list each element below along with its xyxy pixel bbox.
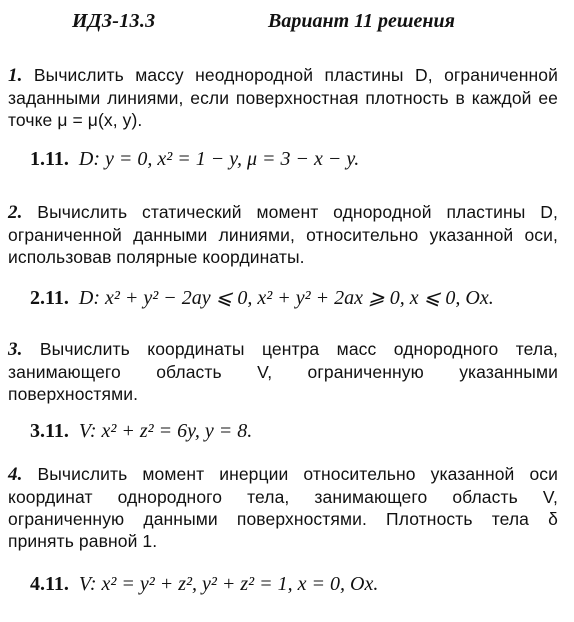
task-2-formula-body: D: x² + y² − 2ay ⩽ 0, x² + y² + 2ax ⩾ 0, x ⩽ 0, Ox.: [78, 287, 494, 309]
task-3-formula-number: 3.11.: [30, 420, 69, 442]
task-1-number: 1.: [8, 65, 23, 86]
task-3-formula-body: V: x² + z² = 6y, y = 8.: [78, 420, 253, 442]
assignment-code: ИДЗ-13.3: [72, 10, 156, 32]
task-3-number: 3.: [8, 339, 23, 360]
task-4-formula: [30, 573, 378, 596]
task-1-formula-body: D: y = 0, x² = 1 − y, μ = 3 − x − y.: [78, 148, 360, 170]
task-1-formula: [30, 148, 359, 171]
task-2-formula: [30, 285, 494, 310]
task-3-formula: [30, 420, 252, 443]
task-4-number: 4.: [8, 464, 23, 485]
task-1-formula-number: 1.11.: [30, 148, 69, 170]
page-header: [0, 10, 574, 40]
task-3-text: Вычислить координаты центра масс однородного тела, занимающего область V, ограниченную указанными поверхностями.: [8, 339, 558, 404]
task-2-statement: [8, 201, 558, 268]
task-2-formula-number: 2.11.: [30, 287, 69, 309]
task-4-text: Вычислить момент инерции относительно указанной оси координат однородного тела, занимающего область V, ограниченную данными поверхностями. Плотность тела δ принять равной 1.: [8, 464, 558, 551]
task-4-statement: [8, 463, 558, 552]
task-1-text: Вычислить массу неоднородной пластины D, ограниченной заданными линиями, если поверхностная плотность в каждой ее точке μ = μ(x, y).: [8, 65, 558, 130]
task-1-statement: [8, 64, 558, 131]
task-2-number: 2.: [8, 202, 23, 223]
task-4-formula-number: 4.11.: [30, 573, 69, 595]
variant-title: Вариант 11 решения: [268, 10, 455, 32]
task-2-text: Вычислить статический момент однородной пластины D, ограниченной данными линиями, относительно указанной оси, использовав полярные координаты.: [8, 202, 558, 267]
task-4-formula-body: V: x² = y² + z², y² + z² = 1, x = 0, Ox.: [78, 573, 379, 595]
task-3-statement: [8, 338, 558, 405]
